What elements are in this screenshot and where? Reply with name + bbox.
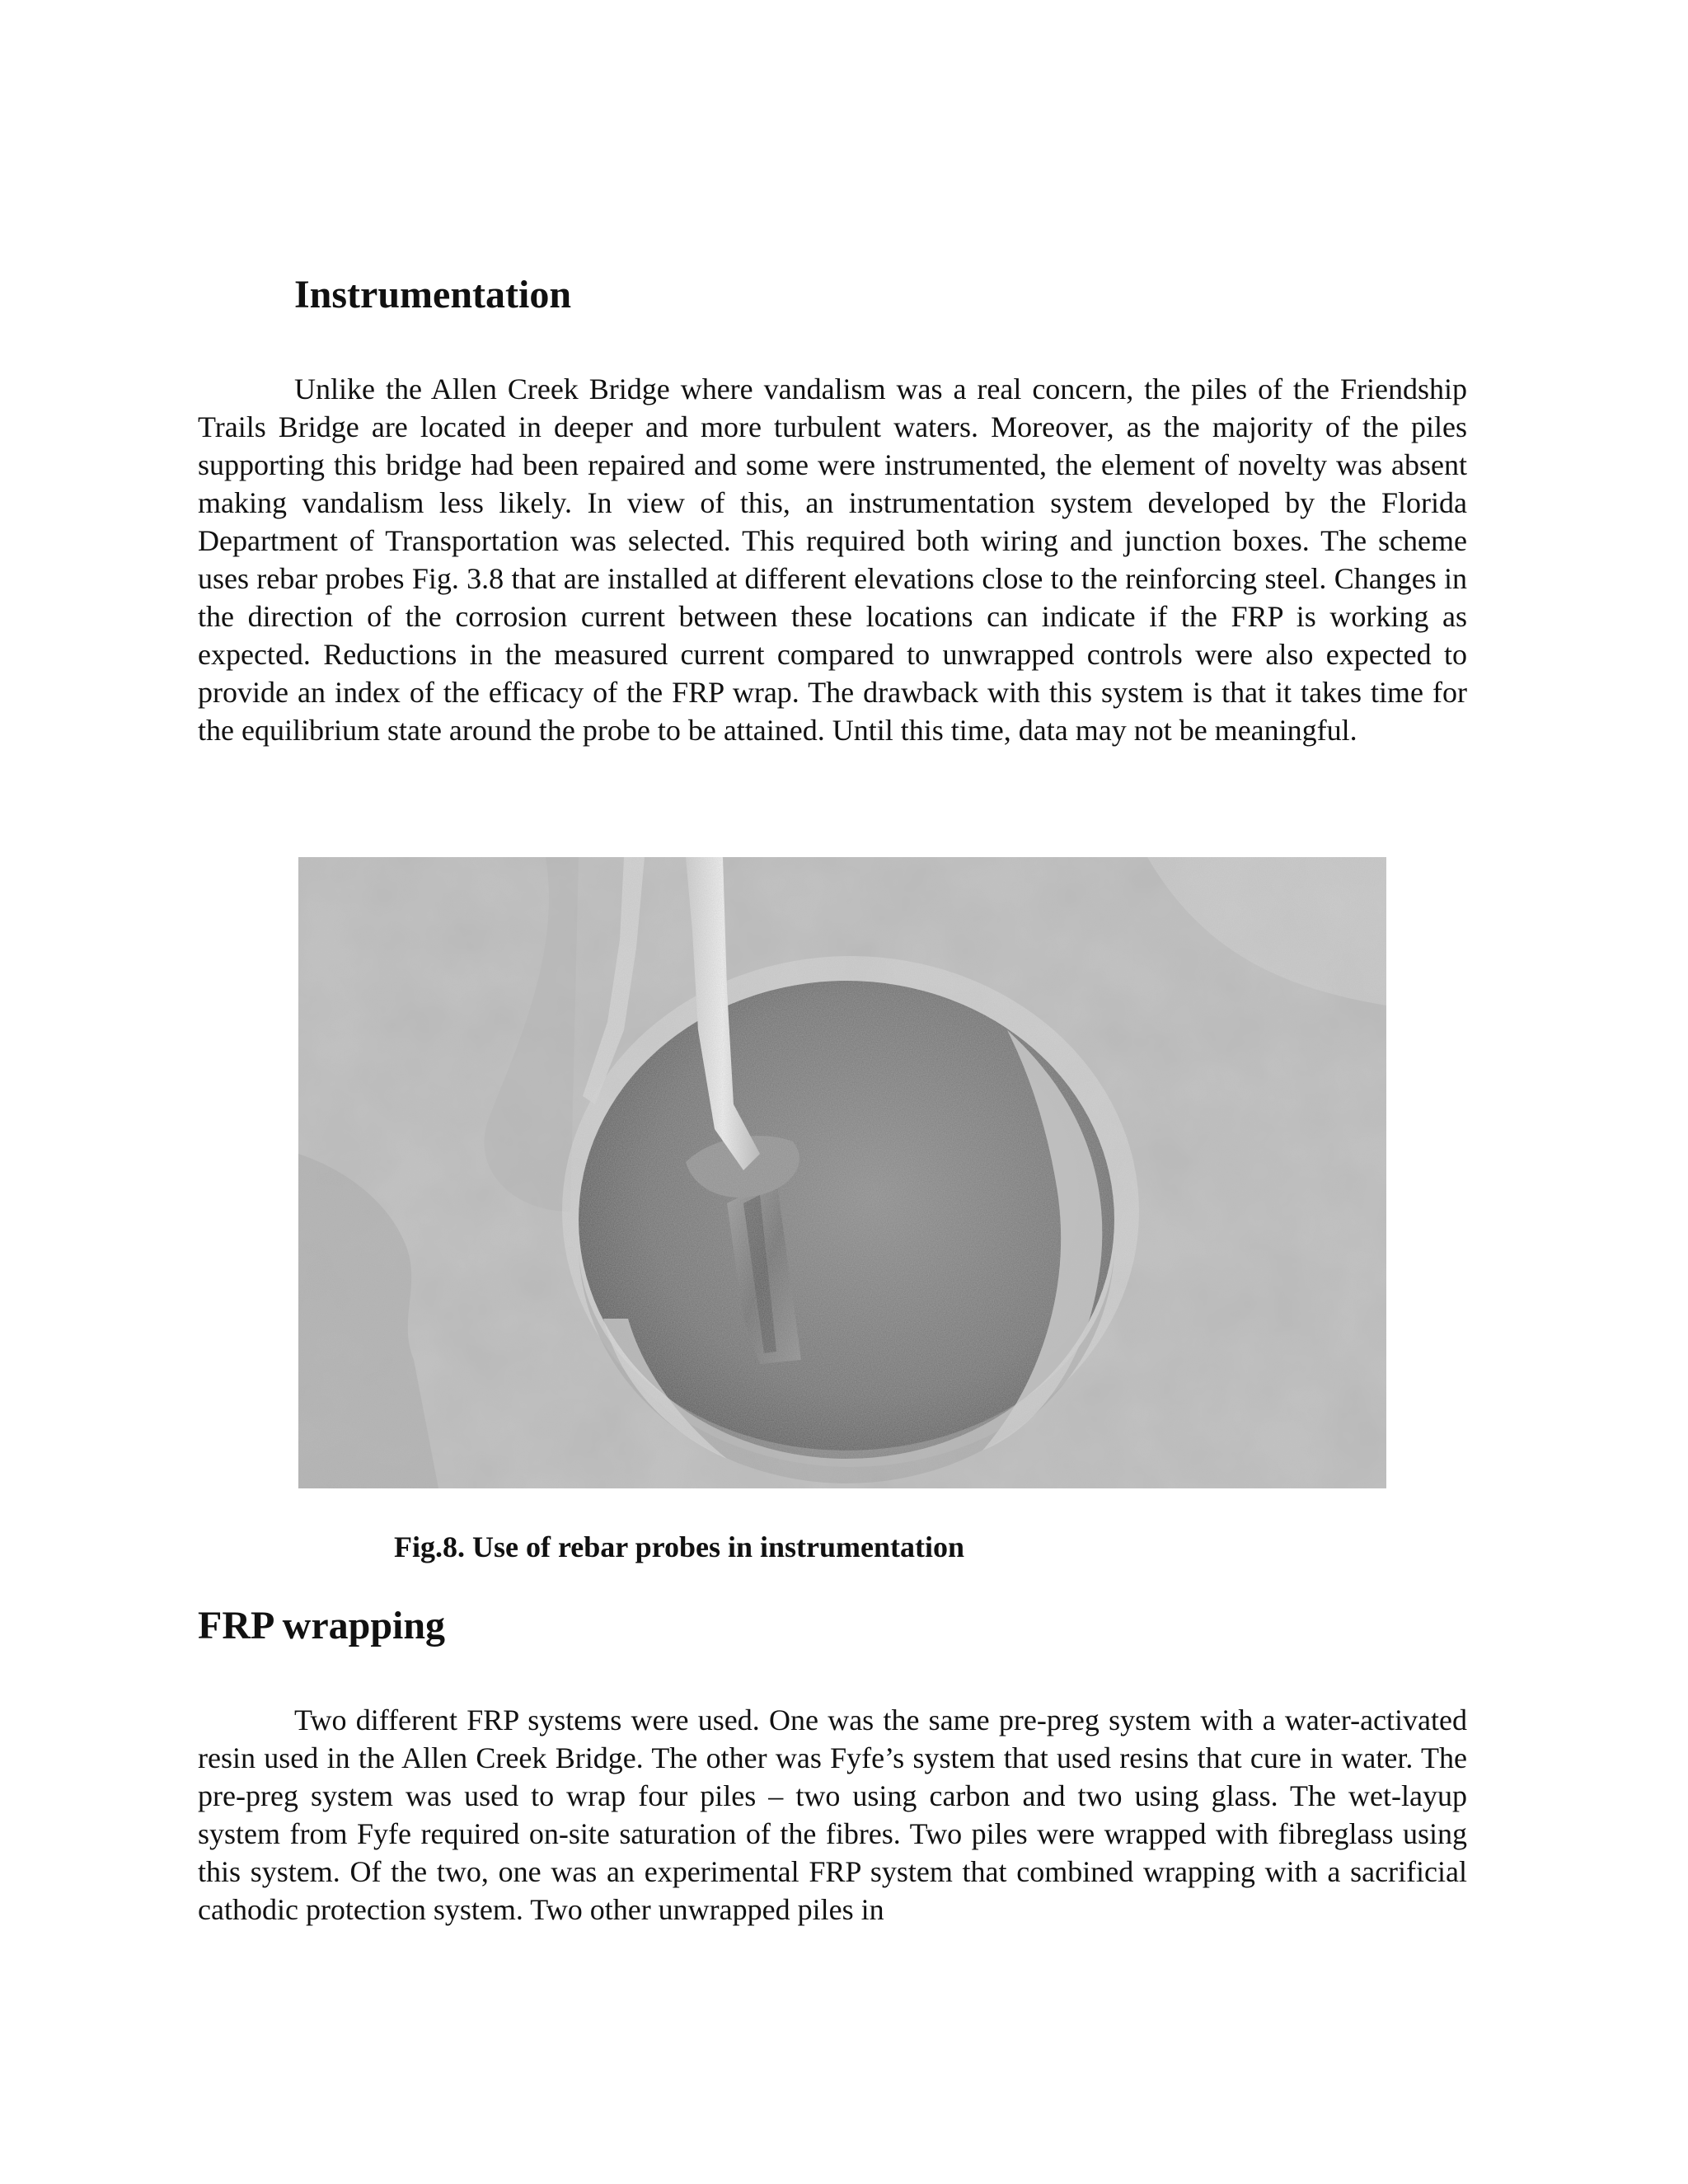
section-heading-frp-wrapping: FRP wrapping <box>198 1604 446 1647</box>
section-heading-instrumentation: Instrumentation <box>294 273 572 316</box>
rebar-probe-photo <box>298 857 1386 1488</box>
paragraph-frp-wrapping: Two different FRP systems were used. One was the same pre-preg system with a water-activated resin used in the Allen Creek Bridge. The other was Fyfe’s system that used resins that cure in water. The pre-preg system was used to wrap four piles – two using carbon and two using glass. The wet-layup system from Fyfe required on-site saturation of the fibres. Two piles were wrapped with fibreglass using this system. Of the two, one was an experimental FRP system that combined wrapping with a sacrificial cathodic protection system. Two other unwrapped piles in <box>198 1704 1467 1926</box>
figure-caption: Fig.8. Use of rebar probes in instrumentation <box>394 1530 965 1563</box>
paragraph-instrumentation: Unlike the Allen Creek Bridge where vandalism was a real concern, the piles of the Friendship Trails Bridge are located in deeper and more turbulent waters. Moreover, as the majority of the piles supporting this bridge had been repaired and some were instrumented, the element of novelty was absent making vandalism less likely. In view of this, an instrumentation system developed by the Florida Department of Transportation was selected. This required both wiring and junction boxes. The scheme uses rebar probes Fig. 3.8 that are installed at different elevations close to the reinforcing steel. Changes in the direction of the corrosion current between these locations can indicate if the FRP is working as expected. Reductions in the measured current compared to unwrapped controls were also expected to provide an index of the efficacy of the FRP wrap. The drawback with this system is that it takes time for the equilibrium state around the probe to be attained. Until this time, data may not be meaningful. <box>198 373 1467 747</box>
